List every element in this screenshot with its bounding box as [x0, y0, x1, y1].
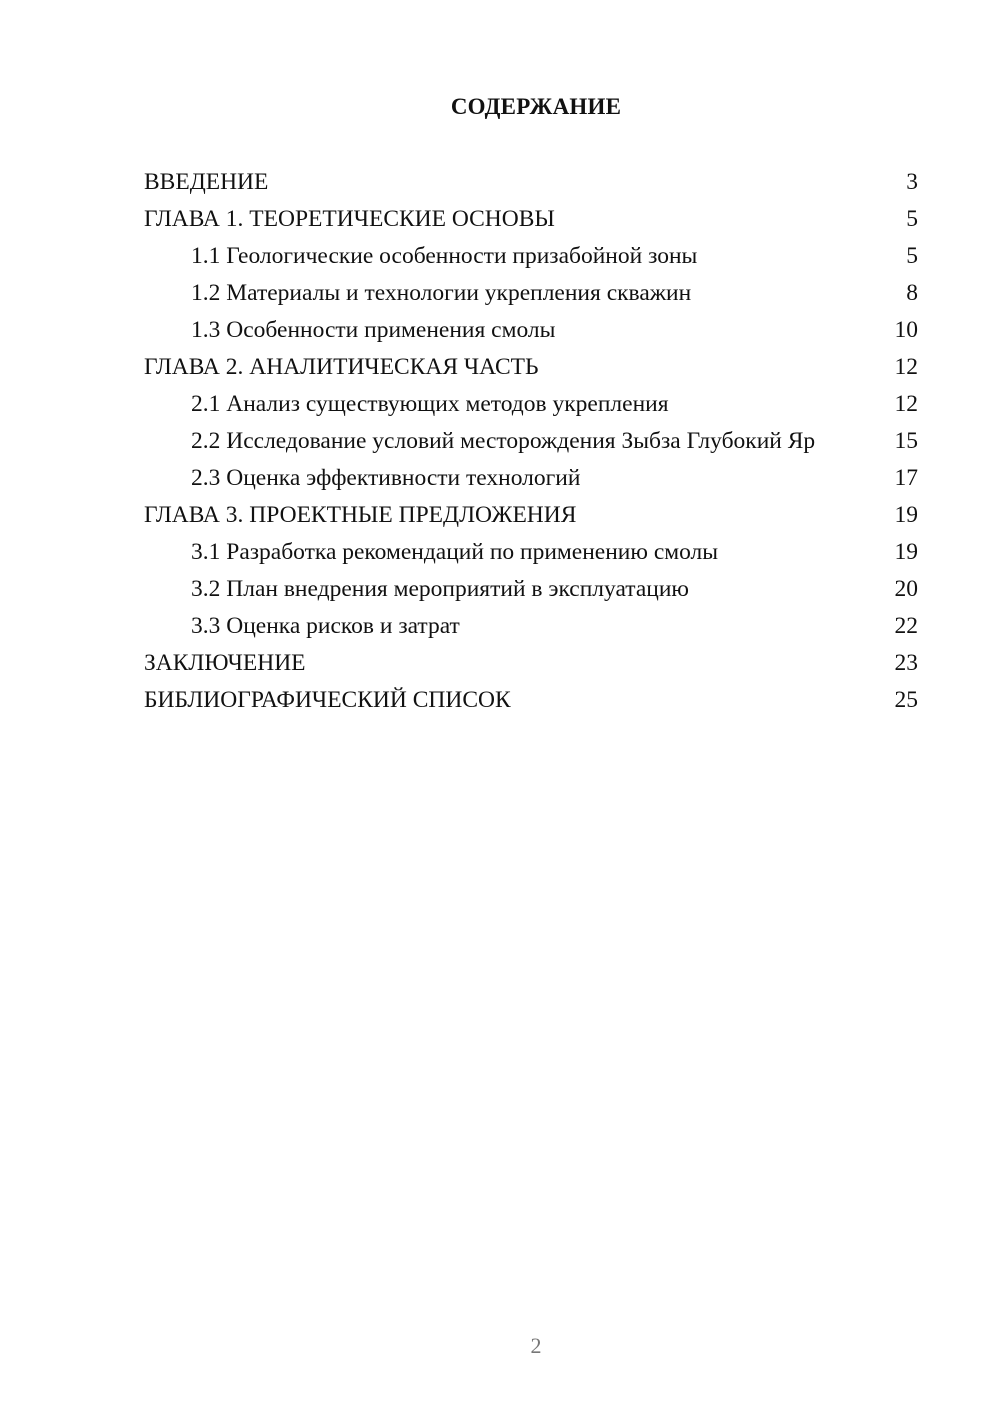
- toc-item-page: 5: [906, 243, 918, 269]
- toc-item-section-2-2[interactable]: [144, 428, 918, 454]
- toc-item-text: 3.3 Оценка рисков и затрат: [191, 613, 460, 639]
- toc-item-page: 12: [894, 391, 918, 417]
- toc-item-text: 1.2 Материалы и технологии укрепления скважин: [191, 280, 692, 306]
- toc-item-page: 10: [894, 317, 918, 343]
- toc-item-page: 17: [894, 465, 918, 491]
- toc-item-chapter-3[interactable]: [144, 502, 918, 528]
- toc-item-page: 23: [894, 650, 918, 676]
- toc-item-text: 1.3 Особенности применения смолы: [191, 317, 556, 343]
- toc-item-text: БИБЛИОГРАФИЧЕСКИЙ СПИСОК: [144, 687, 511, 713]
- toc-item-text: 2.3 Оценка эффективности технологий: [191, 465, 581, 491]
- table-of-contents: [144, 169, 918, 724]
- toc-item-bibliography[interactable]: [144, 687, 918, 713]
- toc-item-text: ГЛАВА 2. АНАЛИТИЧЕСКАЯ ЧАСТЬ: [144, 354, 539, 380]
- toc-item-chapter-2[interactable]: [144, 354, 918, 380]
- toc-item-page: 8: [906, 280, 918, 306]
- toc-item-text: 1.1 Геологические особенности призабойной зоны: [191, 243, 698, 269]
- toc-item-text: ЗАКЛЮЧЕНИЕ: [144, 650, 306, 676]
- toc-item-page: 22: [894, 613, 918, 639]
- toc-item-text: 3.1 Разработка рекомендаций по применению смолы: [191, 539, 719, 565]
- toc-item-page: 12: [894, 354, 918, 380]
- toc-item-section-3-3[interactable]: [144, 613, 918, 639]
- toc-item-text: 3.2 План внедрения мероприятий в эксплуатацию: [191, 576, 689, 602]
- toc-item-page: 25: [894, 687, 918, 713]
- toc-item-text: 2.2 Исследование условий месторождения Зыбза Глубокий Яр: [191, 428, 816, 454]
- toc-item-text: ГЛАВА 3. ПРОЕКТНЫЕ ПРЕДЛОЖЕНИЯ: [144, 502, 577, 528]
- toc-item-conclusion[interactable]: [144, 650, 918, 676]
- toc-item-section-3-1[interactable]: [144, 539, 918, 565]
- toc-item-introduction[interactable]: [144, 169, 918, 195]
- toc-item-section-3-2[interactable]: [144, 576, 918, 602]
- toc-item-page: 5: [906, 206, 918, 232]
- toc-item-section-1-2[interactable]: [144, 280, 918, 306]
- toc-item-page: 19: [894, 502, 918, 528]
- toc-item-section-1-3[interactable]: [144, 317, 918, 343]
- toc-item-text: 2.1 Анализ существующих методов укрепления: [191, 391, 669, 417]
- toc-item-section-1-1[interactable]: [144, 243, 918, 269]
- toc-item-text: ВВЕДЕНИЕ: [144, 169, 269, 195]
- toc-item-text: ГЛАВА 1. ТЕОРЕТИЧЕСКИЕ ОСНОВЫ: [144, 206, 555, 232]
- toc-item-section-2-1[interactable]: [144, 391, 918, 417]
- toc-item-page: 19: [894, 539, 918, 565]
- page-number: 2: [530, 1333, 542, 1358]
- toc-item-page: 3: [906, 169, 918, 195]
- toc-item-section-2-3[interactable]: [144, 465, 918, 491]
- toc-item-chapter-1[interactable]: [144, 206, 918, 232]
- toc-item-page: 15: [894, 428, 918, 454]
- page-title: СОДЕРЖАНИЕ: [450, 94, 622, 119]
- toc-item-page: 20: [894, 576, 918, 602]
